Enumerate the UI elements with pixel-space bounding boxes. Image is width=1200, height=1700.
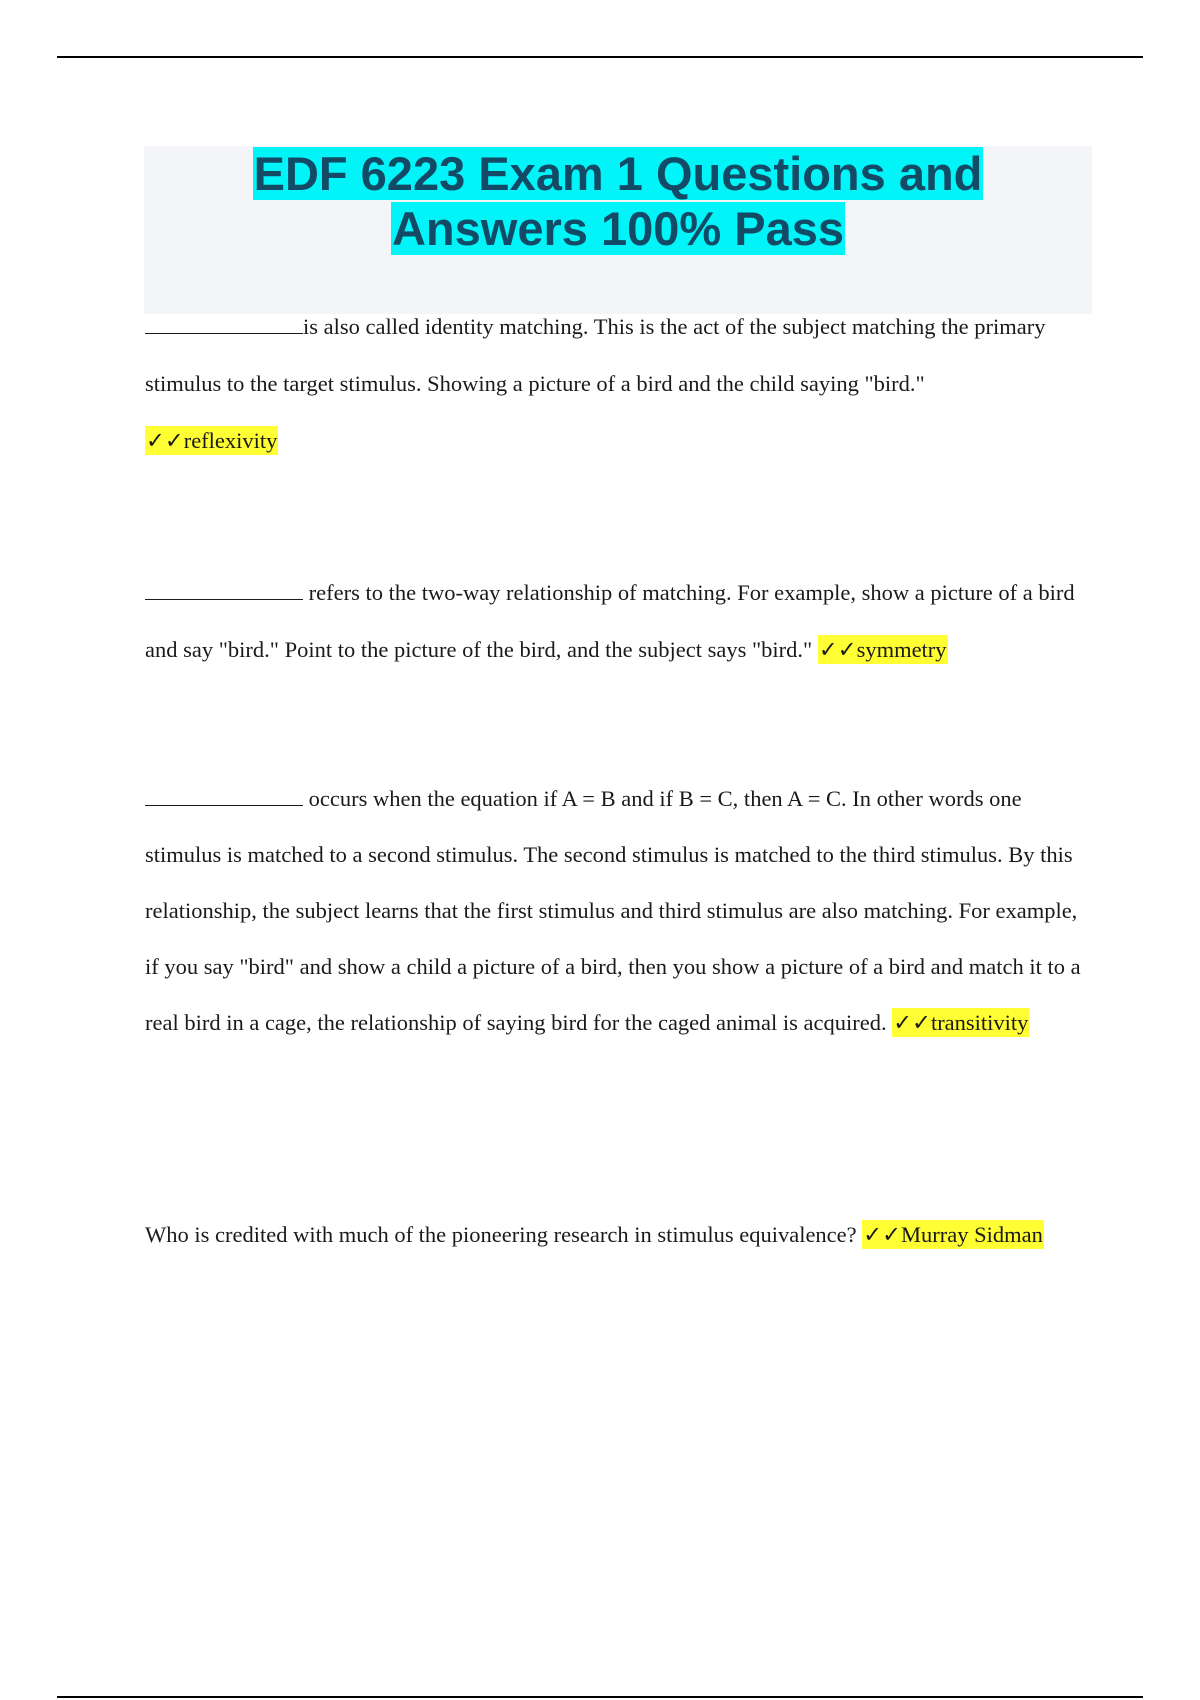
title-line-2: Answers 100% Pass (391, 202, 844, 255)
question-text: refers to the two-way relationship of matching. For example, show a picture of a bird and say "bird." Point to the picture of the bird, and the subject says "bird." (145, 580, 1075, 662)
answer-text: ✓✓reflexivity (146, 428, 278, 453)
fill-in-blank (145, 579, 303, 600)
question-block (145, 771, 1095, 1051)
question-text: Who is credited with much of the pioneering research in stimulus equivalence? (145, 1222, 857, 1247)
fill-in-blank (145, 313, 303, 334)
title-box (144, 146, 1092, 314)
question-text: is also called identity matching. This is the act of the subject matching the primary stimulus to the target stimulus. Showing a picture of a bird and the child saying "bird." (145, 314, 1046, 396)
question-block (145, 298, 1095, 469)
answer-text: ✓✓transitivity (893, 1010, 1029, 1035)
bottom-rule (57, 1696, 1143, 1698)
answer-text: ✓✓Murray Sidman (863, 1222, 1043, 1247)
fill-in-blank (145, 785, 303, 806)
answer-text: ✓✓symmetry (818, 637, 947, 662)
top-rule (57, 56, 1143, 58)
document-title (144, 146, 1092, 256)
question-text: occurs when the equation if A = B and if B = C, then A = C. In other words one stimulus is matched to a second stimulus. The second stimulus is matched to the third stimulus. By this relationship, the subject learns that the first stimulus and third stimulus are also matching. For example, if you say "bird" and show a child a picture of a bird, then you show a picture of a bird and match it to a real bird in a cage, the relationship of saying bird for the caged animal is acquired. (145, 786, 1081, 1035)
title-line-1: EDF 6223 Exam 1 Questions and (253, 147, 983, 200)
question-block (145, 1205, 1095, 1264)
question-block (145, 564, 1095, 678)
